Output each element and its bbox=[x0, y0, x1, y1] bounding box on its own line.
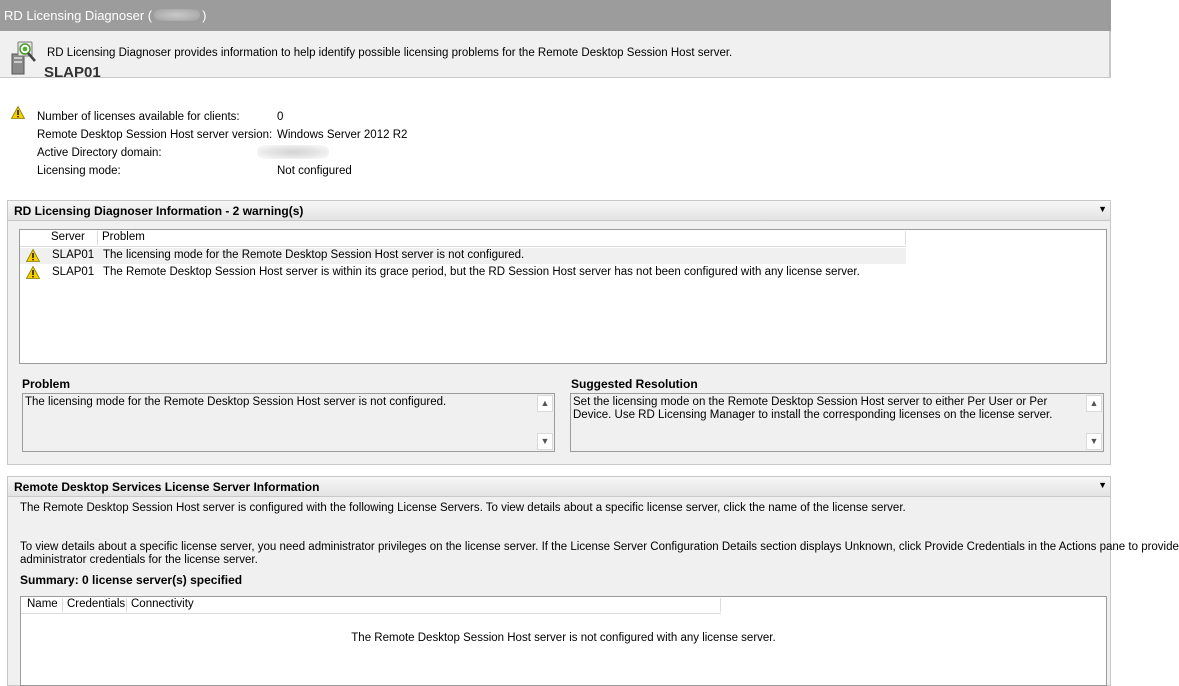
redacted-server-name bbox=[154, 9, 200, 21]
scroll-up-icon[interactable]: ▲ bbox=[537, 395, 553, 412]
diagnoser-panel-title: RD Licensing Diagnoser Information - 2 warning(s) bbox=[14, 204, 304, 218]
license-server-note-line2: administrator credentials for the license server. bbox=[20, 554, 258, 566]
scroll-down-icon[interactable]: ▼ bbox=[1086, 433, 1102, 450]
row-server: SLAP01 bbox=[52, 249, 95, 261]
problem-label: Problem bbox=[22, 377, 71, 391]
license-servers-table bbox=[20, 596, 1107, 686]
resolution-textbox[interactable] bbox=[570, 393, 1104, 452]
problem-textbox[interactable] bbox=[22, 393, 555, 452]
warnings-table-header bbox=[20, 230, 906, 247]
server-name-heading: SLAP01 bbox=[44, 64, 101, 81]
row-problem: The Remote Desktop Session Host server is within its grace period, but the RD Session Host server has not been configured with any license server. bbox=[103, 266, 860, 278]
warning-icon bbox=[11, 106, 25, 119]
resolution-label: Suggested Resolution bbox=[571, 377, 698, 391]
column-connectivity[interactable]: Connectivity bbox=[127, 598, 721, 612]
diagnoser-panel-header[interactable] bbox=[8, 201, 1110, 221]
info-text: RD Licensing Diagnoser provides information to help identify possible licensing problems for the Remote Desktop Session Host server. bbox=[47, 47, 733, 59]
scroll-up-icon[interactable]: ▲ bbox=[1086, 395, 1102, 412]
warning-icon bbox=[26, 249, 40, 262]
chevron-down-icon[interactable]: ▼ bbox=[1098, 204, 1107, 214]
row-problem: The licensing mode for the Remote Desktop Session Host server is not configured. bbox=[103, 249, 525, 261]
redacted-domain bbox=[257, 145, 329, 159]
license-server-summary: Summary: 0 license server(s) specified bbox=[20, 573, 243, 587]
license-server-panel bbox=[7, 476, 1179, 686]
empty-table-message: The Remote Desktop Session Host server is not configured with any license server. bbox=[351, 632, 776, 644]
server-version-label: Remote Desktop Session Host server version: bbox=[37, 129, 273, 141]
column-server[interactable]: Server bbox=[47, 231, 98, 245]
column-name[interactable]: Name bbox=[23, 598, 63, 612]
resolution-scrollbar[interactable] bbox=[1086, 395, 1102, 450]
licensing-diagnoser-icon bbox=[8, 40, 38, 76]
resolution-text: Set the licensing mode on the Remote Desktop Session Host server to either Per User or Per Device. Use RD Licensing Manager to install the corresponding licenses on the license server. bbox=[573, 396, 1053, 421]
column-credentials[interactable]: Credentials bbox=[63, 598, 127, 612]
scroll-down-icon[interactable]: ▼ bbox=[537, 433, 553, 450]
license-server-panel-title: Remote Desktop Services License Server Information bbox=[14, 480, 320, 494]
warnings-table bbox=[19, 229, 1107, 364]
ad-domain-label: Active Directory domain: bbox=[37, 147, 162, 159]
license-server-note-line1: To view details about a specific license server, you need administrator privileges on the license server. If the License Server Configuration Details section displays Unknown, click Provide Credentials in the Actions pane to provide bbox=[20, 541, 1179, 553]
licensing-mode-label: Licensing mode: bbox=[37, 165, 121, 177]
license-server-intro: The Remote Desktop Session Host server is configured with the following License Servers. To view details about a specific license server, click the name of the license server. bbox=[20, 502, 906, 514]
window-title: RD Licensing Diagnoser ( ) bbox=[4, 8, 207, 23]
problem-text: The licensing mode for the Remote Desktop Session Host server is not configured. bbox=[25, 396, 447, 408]
info-bar bbox=[0, 31, 1111, 81]
warning-icon bbox=[26, 266, 40, 279]
licenses-available-value: 0 bbox=[277, 111, 284, 123]
row-server: SLAP01 bbox=[52, 266, 95, 278]
table-row[interactable] bbox=[20, 248, 906, 264]
licenses-available-label: Number of licenses available for clients: bbox=[37, 111, 240, 123]
window-titlebar bbox=[0, 0, 1111, 31]
diagnoser-info-panel bbox=[7, 200, 1111, 465]
problem-scrollbar[interactable] bbox=[537, 395, 553, 450]
chevron-down-icon[interactable]: ▼ bbox=[1098, 480, 1107, 490]
license-servers-table-header bbox=[21, 597, 721, 614]
server-version-value: Windows Server 2012 R2 bbox=[277, 129, 408, 141]
column-problem[interactable]: Problem bbox=[98, 231, 906, 245]
licensing-mode-value: Not configured bbox=[277, 165, 352, 177]
license-server-panel-header[interactable] bbox=[8, 477, 1110, 497]
table-row[interactable] bbox=[20, 265, 906, 281]
